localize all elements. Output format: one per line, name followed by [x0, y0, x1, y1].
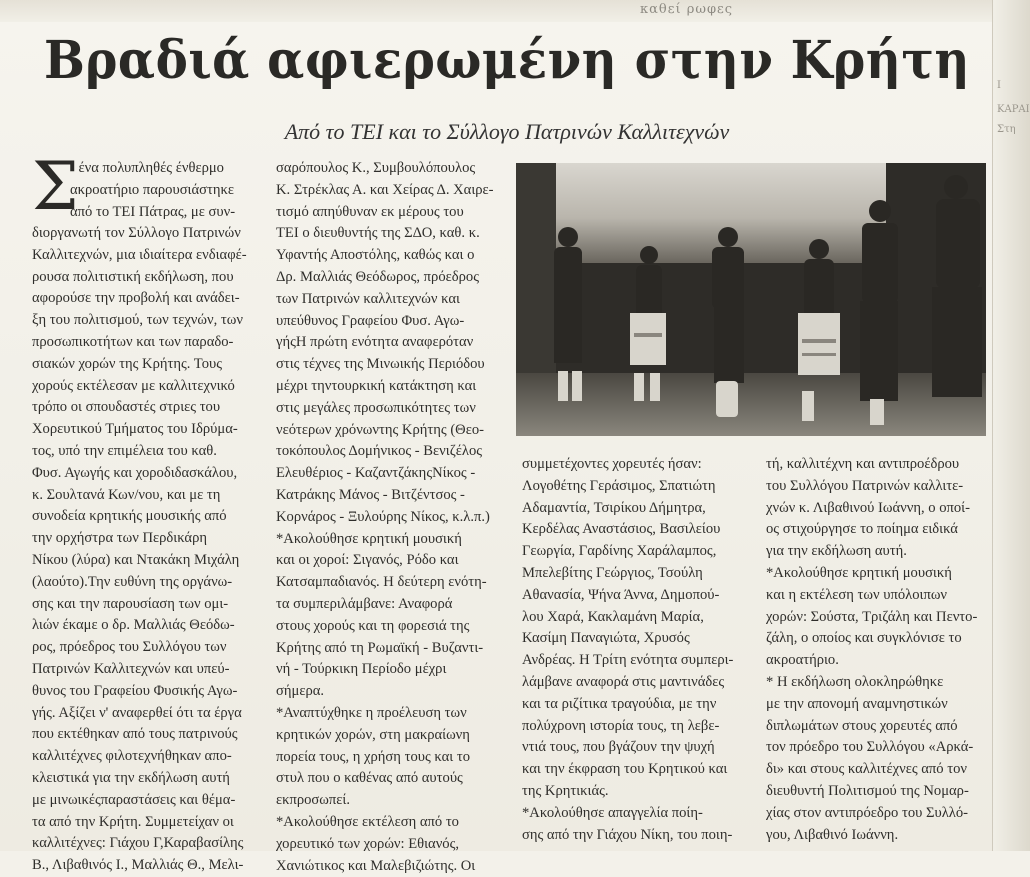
- column-2: [276, 158, 494, 877]
- article-text-line: Υφαντής Αποστόλης, καθώς και ο: [276, 245, 494, 267]
- article-text-line: λιών έκαμε ο δρ. Μαλλιάς Θεόδω-: [32, 615, 247, 637]
- article-text-line: λου Χαρά, Κακλαμάνη Μαρία,: [522, 607, 733, 629]
- column-1: [32, 223, 247, 877]
- article-text-line: χνών κ. Λιβαθινού Ιωάννη, ο οποί-: [766, 498, 977, 520]
- article-text-line: γής. Αξίζει ν' αναφερθεί ότι τα έργα: [32, 703, 247, 725]
- article-text-line: σης και την παρουσίαση των ομι-: [32, 594, 247, 616]
- article-text-line: διπλωμάτων στους χορευτές από: [766, 716, 977, 738]
- article-text-line: Χανιώτικος και Μαλεβιζιώτης. Οι: [276, 856, 494, 877]
- article-text-line: Αδαμαντία, Τσιρίκου Δήμητρα,: [522, 498, 733, 520]
- article-text-line: χορευτικό των χορών: Εθιανός,: [276, 834, 494, 856]
- article-text-line: γου, Λιβαθινό Ιωάννη.: [766, 825, 977, 847]
- article-text-line: συμμετέχοντες χορευτές ήσαν:: [522, 454, 733, 476]
- article-text-line: και οι χοροί: Σιγανός, Ρόδο και: [276, 550, 494, 572]
- article-text-line: Καλλιτεχνών, μια ιδιαίτερα ενδιαφέ-: [32, 245, 247, 267]
- article-text-line: Πατρινών Καλλιτεχνών και υπεύ-: [32, 659, 247, 681]
- article-text-line: σήμερα.: [276, 681, 494, 703]
- article-text-line: στις τέχνες της Μινωικής Περιόδου: [276, 354, 494, 376]
- article-text-line: εκπροσωπεί.: [276, 790, 494, 812]
- margin-fragment: Ι: [997, 80, 1001, 91]
- article-text-line: ακροατήριο.: [766, 650, 977, 672]
- margin-fragment: Στη: [997, 124, 1016, 135]
- top-margin-strip: [0, 0, 1030, 22]
- article-text-line: με μινωικέςπαραστάσεις και θέμα-: [32, 790, 247, 812]
- article-text-line: και τα ριζίτικα τραγούδια, με την: [522, 694, 733, 716]
- article-text-line: δι» και στους καλλιτέχνες από τον: [766, 759, 977, 781]
- article-text-line: και την έκφραση του Κρητικού και: [522, 759, 733, 781]
- article-text-line: καλλιτέχνες φιλοτεχνήθηκαν απο-: [32, 746, 247, 768]
- article-text-line: Δρ. Μαλλιάς Θεόδωρος, πρόεδρος: [276, 267, 494, 289]
- article-text-line: Κ. Στρέκλας Α. και Χείρας Δ. Χαιρε-: [276, 180, 494, 202]
- article-text-line: χορούς εκτέλεσαν με καλλιτεχνικό: [32, 376, 247, 398]
- article-text-line: ντιά τους, που βγάζουν την ψυχή: [522, 737, 733, 759]
- article-text-line: θυνος του Γραφείου Φυσικής Αγω-: [32, 681, 247, 703]
- previous-article-fragment: καθεί ρωφες: [640, 2, 733, 17]
- article-text-line: Κερδέλας Αναστάσιος, Βασιλείου: [522, 519, 733, 541]
- article-text-line: τή, καλλιτέχνη και αντιπροέδρου: [766, 454, 977, 476]
- article-text-line: για την εκδήλωση αυτή.: [766, 541, 977, 563]
- article-text-line: πολύχρονη ιστορία τους, τη λεβε-: [522, 716, 733, 738]
- article-text-line: τα από την Κρήτη. Συμμετείχαν οι: [32, 812, 247, 834]
- article-text-line: τα συμπεριλάμβανε: Αναφορά: [276, 594, 494, 616]
- dancers-photo-image: [516, 163, 986, 436]
- article-text-line: καλλιτέχνες: Γιάχου Γ,Καραβασίλης: [32, 833, 247, 855]
- article-text-line: ρος, πρόεδρος του Συλλόγου των: [32, 637, 247, 659]
- article-text-line: *Ακολούθησε εκτέλεση από το: [276, 812, 494, 834]
- article-text-line: μέχρι τηντουρκική κατάκτηση και: [276, 376, 494, 398]
- article-text-line: ξη του πολιτισμού, των τεχνών, των: [32, 310, 247, 332]
- article-text-line: Φυσ. Αγωγής και χοροδιδασκάλου,: [32, 463, 247, 485]
- article-text-line: Β., Λιβαθινός Ι., Μαλλιάς Θ., Μελι-: [32, 855, 247, 877]
- article-text-line: στους χορούς και τη φορεσιά της: [276, 616, 494, 638]
- article-text-line: ζάλη, ο οποίος και συγκλόνισε το: [766, 628, 977, 650]
- article-text-line: τος, υπό την επιμέλεια του καθ.: [32, 441, 247, 463]
- article-text-line: Λογοθέτης Γεράσιμος, Σπατιώτη: [522, 476, 733, 498]
- dancers-photo: [516, 163, 986, 436]
- article-text-line: χίας στον αντιπρόεδρο του Συλλό-: [766, 803, 977, 825]
- article-text-line: ος στιχούργησε το ποίημα ειδικά: [766, 519, 977, 541]
- article-text-line: Κρήτης από τη Ρωμαϊκή - Βυζαντι-: [276, 638, 494, 660]
- article-text-line: τισμό απηύθυναν εκ μέρους του: [276, 202, 494, 224]
- article-text-line: Αθανασία, Ψήνα Άννα, Δημοπού-: [522, 585, 733, 607]
- article-text-line: *Αναπτύχθηκε η προέλευση των: [276, 703, 494, 725]
- article-headline: Βραδιά αφιερωμένη στην Κρήτη: [35, 30, 978, 91]
- article-text-line: Κατσαμπαδιανός. Η δεύτερη ενότη-: [276, 572, 494, 594]
- article-text-line: προσωπικοτήτων και των παραδο-: [32, 332, 247, 354]
- article-text-line: Γεωργία, Γαρδίνης Χαράλαμπος,: [522, 541, 733, 563]
- article-text-line: Κορνάρος - Ξυλούρης Νίκος, κ.λ.π.): [276, 507, 494, 529]
- column-4: [766, 454, 977, 846]
- article-text-line: *Ακολούθησε κρητική μουσική: [276, 529, 494, 551]
- article-text-line: στυλ που ο καθένας από αυτούς: [276, 768, 494, 790]
- article-text-line: συνοδεία κρητικής μουσικής από: [32, 506, 247, 528]
- article-subheadline: Από το ΤΕΙ και το Σύλλογο Πατρινών Καλλιτεχνών: [0, 119, 1014, 145]
- article-text-line: (λαούτο).Την ευθύνη της οργάνω-: [32, 572, 247, 594]
- article-text-line: από το ΤΕΙ Πάτρας, με συν-: [70, 202, 235, 224]
- article-text-line: Ελευθέριος - ΚαζαντζάκηςΝίκος -: [276, 463, 494, 485]
- margin-fragment: ΚΑΡΑΙ: [997, 104, 1030, 115]
- article-text-line: στις μεγάλες προσωπικότητες των: [276, 398, 494, 420]
- article-text-line: *Ακολούθησε απαγγελία ποίη-: [522, 803, 733, 825]
- article-text-line: λάμβανε αναφορά στις μαντινάδες: [522, 672, 733, 694]
- article-text-line: Ανδρέας. Η Τρίτη ενότητα συμπερι-: [522, 650, 733, 672]
- article-text-line: ακροατήριο παρουσιάστηκε: [70, 180, 235, 202]
- article-text-line: σης από την Γιάχου Νίκη, του ποιη-: [522, 825, 733, 847]
- article-text-line: Κατράκης Μάνος - Βιτζέντσος -: [276, 485, 494, 507]
- article-text-line: γήςΗ πρώτη ενότητα αναφερόταν: [276, 332, 494, 354]
- article-text-line: και η εκτέλεση των υπόλοιπων: [766, 585, 977, 607]
- article-text-line: ρουσα πολιτιστική εκδήλωση, που: [32, 267, 247, 289]
- article-text-line: του Συλλόγου Πατρινών καλλιτε-: [766, 476, 977, 498]
- article-text-line: την ορχήστρα των Περδικάρη: [32, 528, 247, 550]
- article-text-line: ΄ ένα πολυπληθές ένθερμο: [70, 158, 235, 180]
- article-text-line: Χορευτικού Τμήματος του Ιδρύμα-: [32, 419, 247, 441]
- article-text-line: υπεύθυνος Γραφείου Φυσ. Αγω-: [276, 311, 494, 333]
- article-text-line: σιακών χορών της Κρήτης. Τους: [32, 354, 247, 376]
- article-text-line: *Ακολούθησε κρητική μουσική: [766, 563, 977, 585]
- article-text-line: που εκτέθηκαν από τους πατρινούς: [32, 724, 247, 746]
- article-text-line: Νίκου (λύρα) και Ντακάκη Μιχάλη: [32, 550, 247, 572]
- article-text-line: νή - Τούρκικη Περίοδο μέχρι: [276, 659, 494, 681]
- article-text-line: κ. Σουλτανά Κων/νου, και με τη: [32, 485, 247, 507]
- column-1-dropcap-lines: [70, 158, 235, 223]
- drop-cap: Σ: [32, 154, 79, 220]
- article-text-line: κλειστικά για την εκδήλωση αυτή: [32, 768, 247, 790]
- article-text-line: με την απονομή αναμνηστικών: [766, 694, 977, 716]
- article-text-line: πορεία τους, η χρήση τους και το: [276, 747, 494, 769]
- article-text-line: διευθυντή Πολιτισμού της Νομαρ-: [766, 781, 977, 803]
- article-text-line: ΤΕΙ ο διευθυντής της ΣΔΟ, καθ. κ.: [276, 223, 494, 245]
- column-3: [522, 454, 733, 846]
- article-text-line: Κασίμη Παναγιώτα, Χρυσός: [522, 628, 733, 650]
- article-text-line: κρητικών χορών, στη μακραίωνη: [276, 725, 494, 747]
- article-text-line: νεότερων χρόνωντης Κρήτης (Θεο-: [276, 420, 494, 442]
- article-text-line: τον πρόεδρο του Συλλόγου «Αρκά-: [766, 737, 977, 759]
- article-text-line: Μπελεβίτης Γεώργιος, Τσούλη: [522, 563, 733, 585]
- article-text-line: διοργανωτή τον Σύλλογο Πατρινών: [32, 223, 247, 245]
- article-text-line: των Πατρινών καλλιτεχνών και: [276, 289, 494, 311]
- article-text-line: χορών: Σούστα, Τριζάλη και Πεντο-: [766, 607, 977, 629]
- article-text-line: τοκόπουλος Δομήνικος - Βενιζέλος: [276, 441, 494, 463]
- article-text-line: τρόπο οι σπουδαστές στριες του: [32, 397, 247, 419]
- article-text-line: της Κρητικιάς.: [522, 781, 733, 803]
- article-text-line: * Η εκδήλωση ολοκληρώθηκε: [766, 672, 977, 694]
- article-text-line: σαρόπουλος Κ., Συμβουλόπουλος: [276, 158, 494, 180]
- article-text-line: αφορούσε την προβολή και ανάδει-: [32, 288, 247, 310]
